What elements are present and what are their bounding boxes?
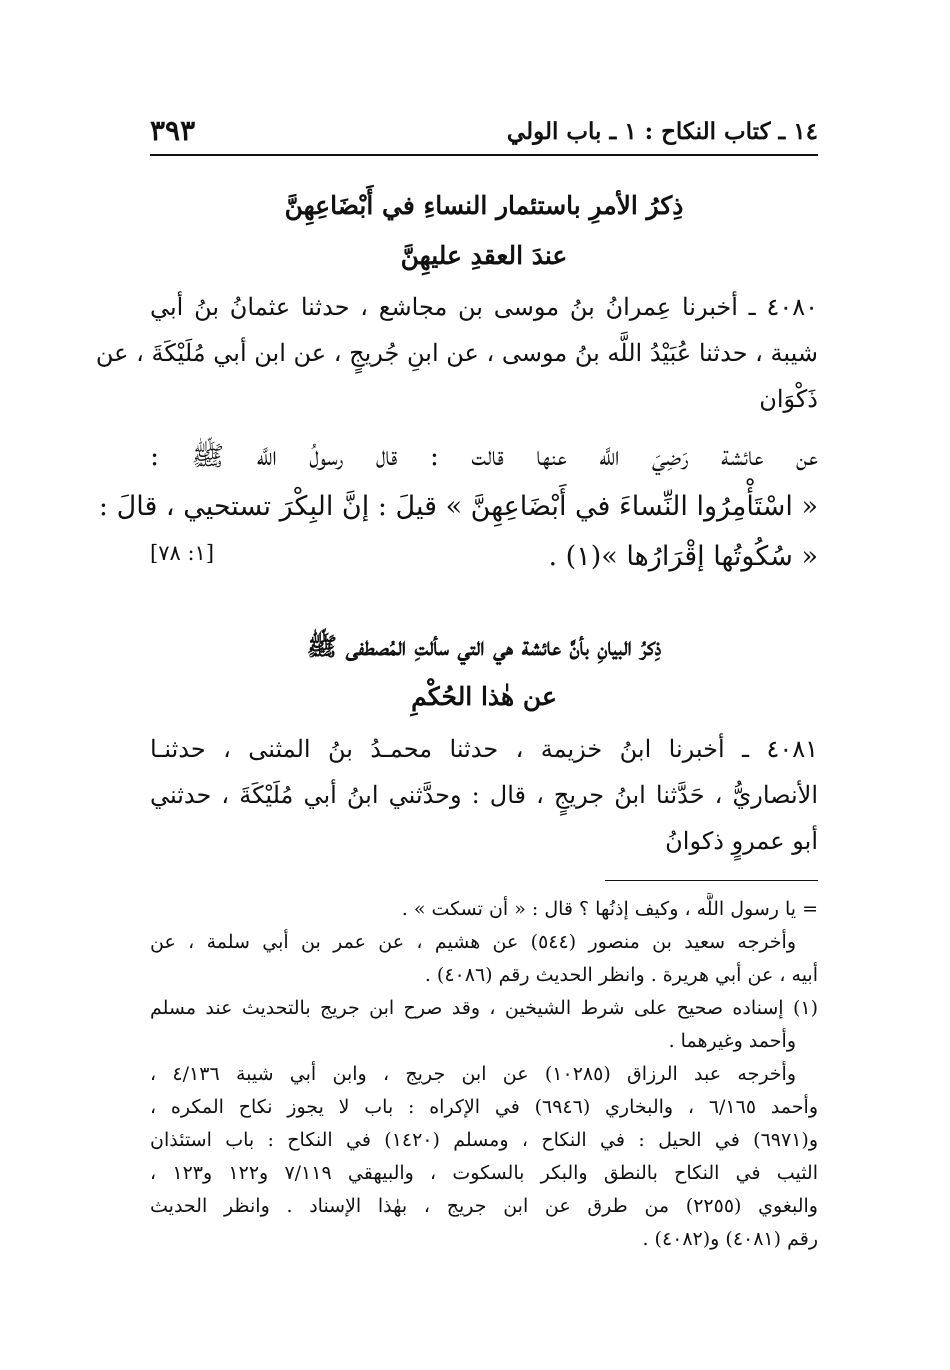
footnote-line: رقم (٤٠٨١) و(٤٠٨٢) . [642,1228,818,1250]
section-heading-1 [150,181,818,281]
heading-line: عن هٰذا الحُكْمِ [411,682,557,711]
section-heading-2 [150,622,818,722]
footnote-line: وأحمد وغيرهما . [668,1030,796,1052]
footnote-line: و(٦٩٧١) في الحيل : في النكاح ، ومسلم (١٤٢٠) في النكاح : باب استئذان [150,1129,818,1151]
footnote-line: (١) إسناده صحيح على شرط الشيخين ، وقد صرح ابن جريج بالتحديث عند مسلم [150,997,818,1019]
text-line: « اسْتَأْمِرُوا النِّساءَ في أَبْضَاعِهِنَّ » قيلَ : إنَّ البِكْرَ تستحيي ، قالَ : [98,491,818,522]
text-line: ٤٠٨١ ـ أخبرنا ابنُ خزيمة ، حدثنا محمـدُ بنُ المثنى ، حدثنـا [150,735,818,763]
hadith-reference: [١: ٧٨] [150,541,215,565]
text-line: أبو عمروٍ ذكوانُ [665,827,818,855]
heading-line: ذِكرُ البيانِ بأنَّ عائشة هي التي سألتِ المُصطفى ﷺ [306,632,662,661]
running-header [150,112,818,156]
footnote-line: والبغوي (٢٢٥٥) من طرق عن ابن جريج ، بهٰذا الإسناد . وانظر الحديث [150,1195,818,1217]
hadith-4081-isnad [150,726,818,864]
heading-line: ذِكرُ الأمرِ باستئمار النساءِ في أَبْضَاعِهِنَّ [284,191,684,220]
footnotes [150,893,818,1256]
text-line: ذَكْوَان [759,385,818,413]
footnote-line: وأحمد ٦/١٦٥ ، والبخاري (٦٩٤٦) في الإكراه : باب لا يجوز نكاح المكره ، [150,1096,818,1118]
hadith-4080-isnad [95,284,818,422]
text-line: الأنصاريُّ ، حَدَّثنا ابنُ جريجٍ ، قال : وحدَّثني ابنُ أبي مُلَيْكَةَ ، حدثني [150,781,818,809]
heading-line: عندَ العقدِ عليهِنَّ [400,241,568,270]
footnote-line: الثيب في النكاح بالنطق والبكر بالسكوت ، والبيهقي ٧/١١٩ و١٢٢ و١٢٣ ، [150,1162,818,1184]
footnote-line: وأخرجه سعيد بن منصور (٥٤٤) عن هشيم ، عن عمر بن أبي سلمة ، عن [150,931,796,953]
page-number: ٣٩٣ [150,114,196,147]
footnote-line: وأخرجه عبد الرزاق (١٠٢٨٥) عن ابن جريج ، وابن أبي شيبة ٤/١٣٦ ، [150,1063,797,1085]
hadith-4080-matn [98,432,818,582]
text-line: « سُكُوتُها إقْرَارُها »(١) . [548,541,818,572]
footnote-separator [605,880,818,881]
footnote-line: = يا رسول اللَّه ، وكيف إذنُها ؟ قال : « أن تسكت » . [401,898,818,920]
text-line: ٤٠٨٠ ـ أخبرنا عِمرانُ بنُ موسى بن مجاشع ، حدثنا عثمانُ بنُ أبي [150,293,818,321]
chapter-title: ١٤ ـ كتاب النكاح : ١ ـ باب الولي [506,118,818,145]
text-line: شيبة ، حدثنا عُبَيْدُ اللَّه بنُ موسى ، عن ابنِ جُريجٍ ، عن ابن أبي مُلَيْكَةَ ، عن [95,339,818,367]
text-line: عن عائشة رَضِيَ اللَّه عنها قالت : قال رسولُ اللَّه ﷺ : [150,441,818,472]
footnote-line: أبيه ، عن أبي هريرة . وانظر الحديث رقم (٤٠٨٦) . [424,964,818,986]
